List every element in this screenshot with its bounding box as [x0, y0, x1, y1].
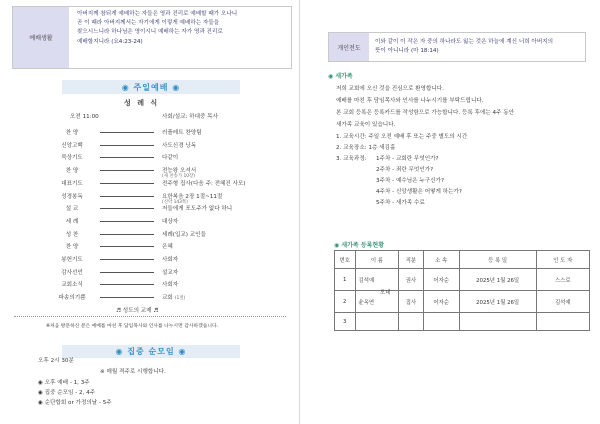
order-value-text: 설교자 — [162, 269, 179, 276]
order-value — [162, 293, 185, 301]
cell-org — [423, 313, 459, 331]
order-value-text: 은혜 — [162, 244, 173, 251]
cell-no: 1 — [335, 269, 356, 291]
gathering-item: ◉ 오후 예배 - 1, 3주 — [38, 380, 90, 386]
cell-no: 2 — [335, 291, 356, 313]
visitor-note: ※처음 방문하신 분은 예배를 마친 후 담임목사와 인사를 나누시면 감사하겠습니다. — [46, 324, 219, 329]
order-label: 묵상기도 — [61, 155, 83, 162]
order-label: 대표기도 — [61, 180, 83, 187]
order-item — [52, 268, 282, 280]
order-value — [162, 242, 173, 250]
order-value-text: 사도신경 낭독 — [162, 142, 197, 149]
order-value — [162, 153, 178, 161]
order-leader-line — [100, 145, 154, 146]
order-label: 감사선언 — [61, 269, 83, 276]
order-value — [162, 204, 232, 212]
education-time: 1. 교육시간: 주일 오전 예배 후 또는 주중 별도의 시간 — [336, 134, 468, 140]
order-value-text: 다같이 — [162, 155, 179, 162]
order-leader-line — [100, 284, 154, 285]
group-label: 모네 — [380, 290, 391, 296]
order-label: 찬 양 — [65, 244, 79, 251]
cell-date: 2025년 1월 26일 — [459, 269, 536, 291]
order-value-text: 사회자 — [162, 257, 179, 263]
order-label: 교회소식 — [61, 282, 83, 289]
intro-line: 본 교회 등록은 등록카드를 작성함으로 가능합니다. 등록 후에는 4주 동안 — [336, 110, 515, 116]
cell-org: 어자순 — [423, 291, 459, 313]
cell-name: 김석예 — [355, 269, 399, 291]
order-item — [52, 179, 282, 191]
course-item: 2주차 - 죄란 무엇인가? — [376, 167, 434, 173]
order-value — [162, 128, 202, 136]
intro-line: 새가족 교육이 있습니다. — [336, 122, 396, 128]
order-value-sub: (1절) — [174, 296, 186, 302]
gathering-title: ◉ 집중 순모임 ◉ — [62, 345, 240, 358]
order-value-text: 러플레트 찬양팀 — [162, 130, 202, 136]
officiant: 사회/설교: 하대중 목사 — [162, 114, 218, 120]
header-cell: 직분 — [399, 251, 423, 269]
order-leader-line — [100, 246, 154, 247]
order-leader-line — [100, 208, 154, 209]
table-row — [335, 313, 590, 331]
order-item — [52, 255, 282, 267]
cell-role: 권사 — [399, 269, 423, 291]
gathering-time: 오후 2시 30분 — [38, 358, 74, 364]
order-label: 세 례 — [65, 218, 79, 225]
education-course-label: 3. 교육과정: — [336, 156, 367, 162]
order-item — [52, 204, 282, 216]
quote-label: 예배생활 — [13, 7, 69, 68]
gathering-item: ◉ 순단합회 or 가정의날 - 5주 — [38, 400, 112, 406]
order-leader-line — [100, 157, 154, 158]
cell-guide: 김석예 — [536, 291, 589, 313]
header-cell: 인 도 자 — [536, 251, 589, 269]
order-item — [52, 153, 282, 165]
order-item — [52, 141, 282, 153]
sacrament-subtitle: 성 례 식 — [124, 99, 160, 107]
cell-org: 어자순 — [423, 269, 459, 291]
cell-role — [399, 313, 423, 331]
order-leader-line — [100, 221, 154, 222]
cell-name: 윤옥연 — [355, 291, 399, 313]
order-value-text: 사회자 — [162, 282, 179, 289]
order-value — [162, 179, 246, 187]
registration-table — [334, 250, 590, 331]
table-row — [335, 291, 590, 313]
order-value-text: 전능왕 오셔서 — [162, 168, 197, 175]
order-leader-line — [100, 234, 154, 235]
order-item — [52, 217, 282, 229]
quote-text: 아버지께 참되게 예배하는 자들은 영과 진리로 예배할 때가 오나니 곧 이 때라 아버지께서는 자기에게 이렇게 예배하는 자들을 찾으시느니라 하나님은 영이시니 예배하는 자가 영과 진리로 예배할지니라 (요4:23-24) — [77, 11, 238, 45]
registration-heading: ◉ 새가족 등록현황 — [334, 242, 384, 249]
order-item — [52, 230, 282, 242]
education-place: 2. 교육장소: 1층 새김홀 — [336, 145, 396, 151]
order-leader-line — [100, 132, 154, 133]
sunday-worship-title: ◉ 주일예배 ◉ — [62, 80, 240, 94]
order-leader-line — [100, 259, 154, 260]
order-value — [162, 280, 178, 288]
order-value — [162, 230, 206, 238]
course-item: 3주차 - 예수님은 누구신가? — [376, 178, 444, 184]
order-value — [162, 192, 222, 205]
cell-no: 3 — [335, 313, 356, 331]
header-cell: 등 록 일 — [459, 251, 536, 269]
cell-date — [459, 313, 536, 331]
order-item — [52, 293, 282, 305]
cell-guide: 스스로 — [536, 269, 589, 291]
order-item — [52, 128, 282, 140]
order-value — [162, 166, 196, 179]
order-label: 성경봉독 — [61, 193, 83, 200]
header-cell: 번호 — [335, 251, 356, 269]
quote-label: 개인전도 — [329, 33, 369, 61]
order-value-text: 세례(입교) 교인들 — [162, 231, 206, 238]
order-label: 설 교 — [65, 206, 79, 213]
order-leader-line — [100, 183, 154, 184]
order-label: 찬 양 — [65, 130, 79, 136]
intro-line: 예배를 마친 후 담임목사와 인사를 나누시기를 부탁드립니다. — [336, 98, 484, 104]
divider-line — [14, 316, 286, 317]
order-value — [162, 141, 196, 149]
order-value-text: 요한복음 2장 1절~11절 — [162, 193, 223, 200]
order-value-text: 교회 — [162, 295, 173, 302]
order-item — [52, 166, 282, 178]
order-label: 봉헌기도 — [61, 257, 83, 263]
worship-time: 오전 11:00 — [70, 114, 99, 120]
course-item: 5주차 - 새가족 수료 — [376, 200, 425, 206]
order-leader-line — [100, 297, 154, 298]
intro-line: 저희 교회에 오신 것을 진심으로 환영합니다. — [336, 86, 444, 92]
order-item — [52, 242, 282, 254]
order-leader-line — [100, 196, 154, 197]
quote-text: 이와 같이 이 작은 자 중의 하나라도 잃는 것은 하늘에 계신 너희 아버지의 뜻이 아니니라 (마 18:14) — [375, 39, 554, 55]
order-value-sub: (새 찬송가 10장) — [162, 174, 196, 180]
cell-guide — [536, 313, 589, 331]
evangelism-quote-box — [328, 32, 586, 62]
order-label: 성 찬 — [65, 231, 79, 238]
table-header-row — [335, 251, 590, 269]
course-item: 4주차 - 신앙생활은 어떻게 하는가? — [376, 189, 462, 195]
gathering-item: ◉ 집중 순모임 - 2, 4주 — [38, 390, 96, 396]
order-leader-line — [100, 272, 154, 273]
cell-name — [355, 313, 399, 331]
header-cell: 소 속 — [423, 251, 459, 269]
order-label: 찬 양 — [65, 168, 79, 175]
order-value — [162, 217, 178, 225]
cell-date: 2025년 1월 26일 — [459, 291, 536, 313]
order-value-text: 저들에게 포도주가 없다 하니 — [162, 206, 233, 213]
order-item — [52, 192, 282, 204]
order-item — [52, 280, 282, 292]
header-cell: 이 름 — [355, 251, 399, 269]
order-label: 파송의기쁨 — [58, 295, 86, 302]
new-family-heading: ◉ 새가족 — [328, 73, 353, 80]
right-page — [300, 0, 600, 424]
table-row — [335, 269, 590, 291]
course-item: 1주차 - 교회란 무엇인가? — [376, 156, 439, 162]
cell-role: 집사 — [399, 291, 423, 313]
worship-life-quote-box — [12, 6, 292, 69]
order-value-text: 대상자 — [162, 218, 179, 225]
order-label: 신앙고백 — [61, 142, 83, 149]
gathering-note: ※ 매월 격주로 시행합니다. — [100, 369, 166, 375]
order-leader-line — [100, 170, 154, 171]
order-value — [162, 255, 178, 263]
order-value-text: 전주형 집사(다음 주: 전혜진 사모) — [162, 180, 246, 187]
order-value-sub: (신약 143쪽) — [162, 199, 188, 205]
order-value — [162, 268, 178, 276]
fellowship-label: ♬ 성도의 교제 ♬ — [116, 308, 159, 314]
